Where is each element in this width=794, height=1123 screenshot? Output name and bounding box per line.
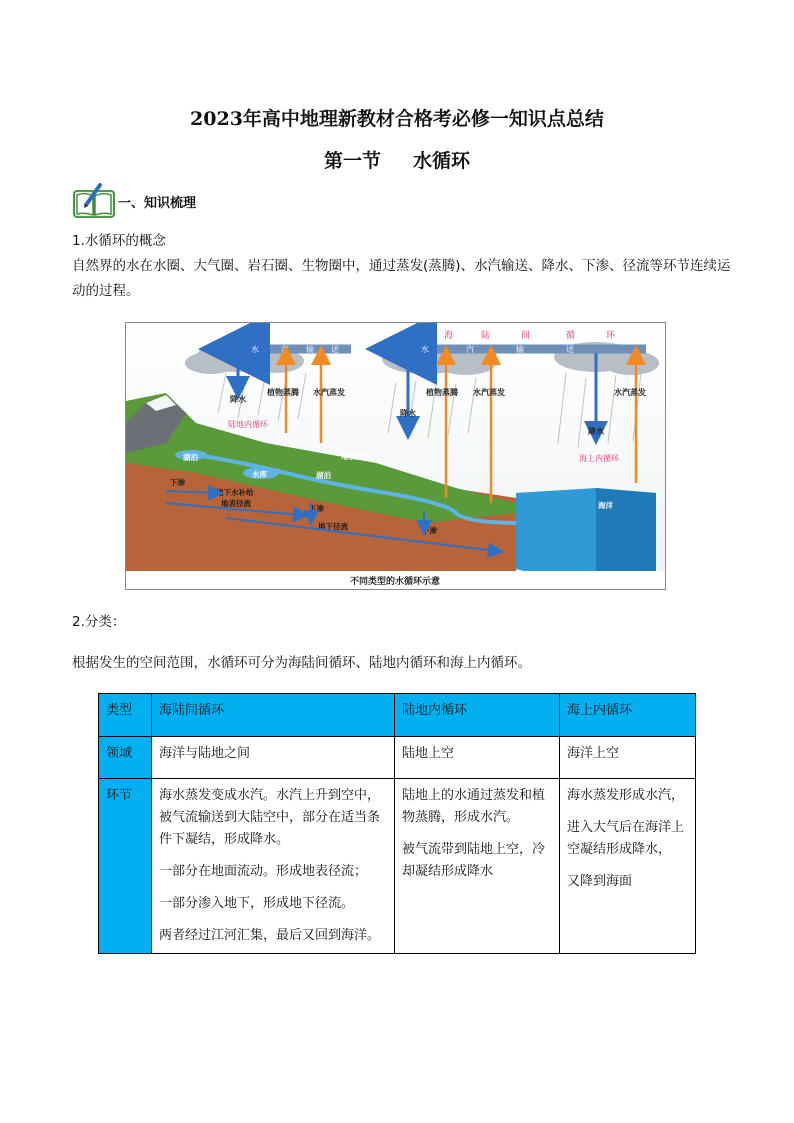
svg-text:循: 循 xyxy=(566,331,576,341)
table-row xyxy=(99,779,696,954)
process-text: 一部分在地面流动。形成地表径流； xyxy=(159,864,368,879)
section-heading-label: 一、知识梳理 xyxy=(118,195,197,211)
cycle-comparison-table xyxy=(98,693,696,954)
header-sea-land: 海陆间循环 xyxy=(152,694,395,737)
evaporation-label-1: 水汽蒸发 xyxy=(313,388,345,397)
transpiration-label-2: 植物蒸腾 xyxy=(426,388,458,397)
evaporation-label-2: 水汽蒸发 xyxy=(473,388,505,397)
ocean-cycle-label: 海上内循环 xyxy=(579,454,619,463)
cell-domain-sea-land: 海洋与陆地之间 xyxy=(152,737,395,779)
precip-label-1: 降水 xyxy=(230,395,246,404)
surface-flow-short-label: 地表径流 xyxy=(221,499,251,508)
infiltration-label-2: 下渗 xyxy=(309,504,324,513)
vapor-label-1a: 水 xyxy=(251,345,259,354)
ocean-label: 海洋 xyxy=(598,501,613,510)
header-type: 类型 xyxy=(99,694,152,737)
cell-domain-inland: 陆地上空 xyxy=(395,737,560,779)
underground-flow-label: 地下径流 xyxy=(318,522,348,531)
table-header-row xyxy=(99,694,696,737)
svg-text:间: 间 xyxy=(521,331,531,341)
cell-process-inland xyxy=(395,779,560,954)
groundwater-supply-label: 地下水补给 xyxy=(216,488,254,497)
transpiration-label-1: 植物蒸腾 xyxy=(267,388,299,397)
precip-label-3: 降水 xyxy=(588,427,604,436)
document-title: 2023年高中地理新教材合格考必修一知识点总结 xyxy=(190,108,604,130)
infiltration-label-1: 下渗 xyxy=(170,478,185,487)
row-label-domain: 领域 xyxy=(99,737,152,779)
process-text: 海水蒸发变成水汽。水汽上升到空中，被气流输送到大陆空中，部分在适当条件下凝结，形成降水。 xyxy=(159,788,381,847)
section-name: 水循环 xyxy=(413,150,471,172)
vapor-label-2d: 送 xyxy=(566,345,574,354)
cell-domain-ocean: 海洋上空 xyxy=(560,737,696,779)
cell-process-sea-land xyxy=(152,779,395,954)
process-text: 进入大气后在海洋上空凝结形成降水， xyxy=(567,820,685,857)
lake-label-2: 湖泊 xyxy=(316,471,331,480)
process-text: 被气流带到陆地上空，冷却凝结形成降水 xyxy=(402,842,546,879)
cell-process-ocean xyxy=(560,779,696,954)
infiltration-label-3: 下渗 xyxy=(422,526,437,535)
inland-cycle-label: 陆地内循环 xyxy=(228,420,268,429)
book-pencil-icon xyxy=(72,183,116,219)
vapor-label-2c: 输 xyxy=(516,345,524,354)
concept-label: 1.水循环的概念 xyxy=(72,233,166,249)
precip-label-2: 降水 xyxy=(400,409,416,418)
process-text: 一部分渗入地下，形成地下径流。 xyxy=(159,896,355,911)
section-number: 第一节 xyxy=(323,150,381,172)
surface-flow-label: 地表径流 xyxy=(341,452,371,461)
knowledge-heading xyxy=(72,182,196,220)
vapor-label-1b: 汽 xyxy=(281,345,289,354)
process-text: 陆地上的水通过蒸发和植物蒸腾，形成水汽。 xyxy=(402,788,546,825)
classification-intro: 根据发生的空间范围，水循环可分为海陆间循环、陆地内循环和海上内循环。 xyxy=(72,655,531,671)
evaporation-label-3: 水汽蒸发 xyxy=(614,388,646,397)
svg-text:海: 海 xyxy=(444,331,454,341)
svg-text:环: 环 xyxy=(606,331,616,341)
vapor-label-1d: 送 xyxy=(331,345,339,354)
header-ocean: 海上内循环 xyxy=(560,694,696,737)
vapor-label-1c: 输 xyxy=(306,345,314,354)
water-cycle-figure xyxy=(125,322,666,590)
concept-text: 自然界的水在水圈、大气圈、岩石圈、生物圈中，通过蒸发(蒸腾)、水汽输送、降水、下渗、径流等环节连续运动的过程。 xyxy=(72,258,731,299)
header-inland: 陆地内循环 xyxy=(395,694,560,737)
classification-label: 2.分类： xyxy=(72,614,126,630)
process-text: 两者经过江河汇集，最后又回到海洋。 xyxy=(159,928,381,943)
table-row xyxy=(99,737,696,779)
svg-text:陆: 陆 xyxy=(481,331,491,341)
lake-label-1: 湖泊 xyxy=(183,453,198,462)
process-text: 海水蒸发形成水汽， xyxy=(567,788,685,803)
vapor-label-2b: 汽 xyxy=(466,345,474,354)
row-label-process: 环节 xyxy=(99,779,152,954)
vapor-label-2a: 水 xyxy=(421,345,429,354)
process-text: 又降到海面 xyxy=(567,874,633,889)
figure-caption: 不同类型的水循环示意 xyxy=(349,577,441,587)
section-title xyxy=(0,146,794,173)
reservoir-label: 水库 xyxy=(252,470,267,479)
